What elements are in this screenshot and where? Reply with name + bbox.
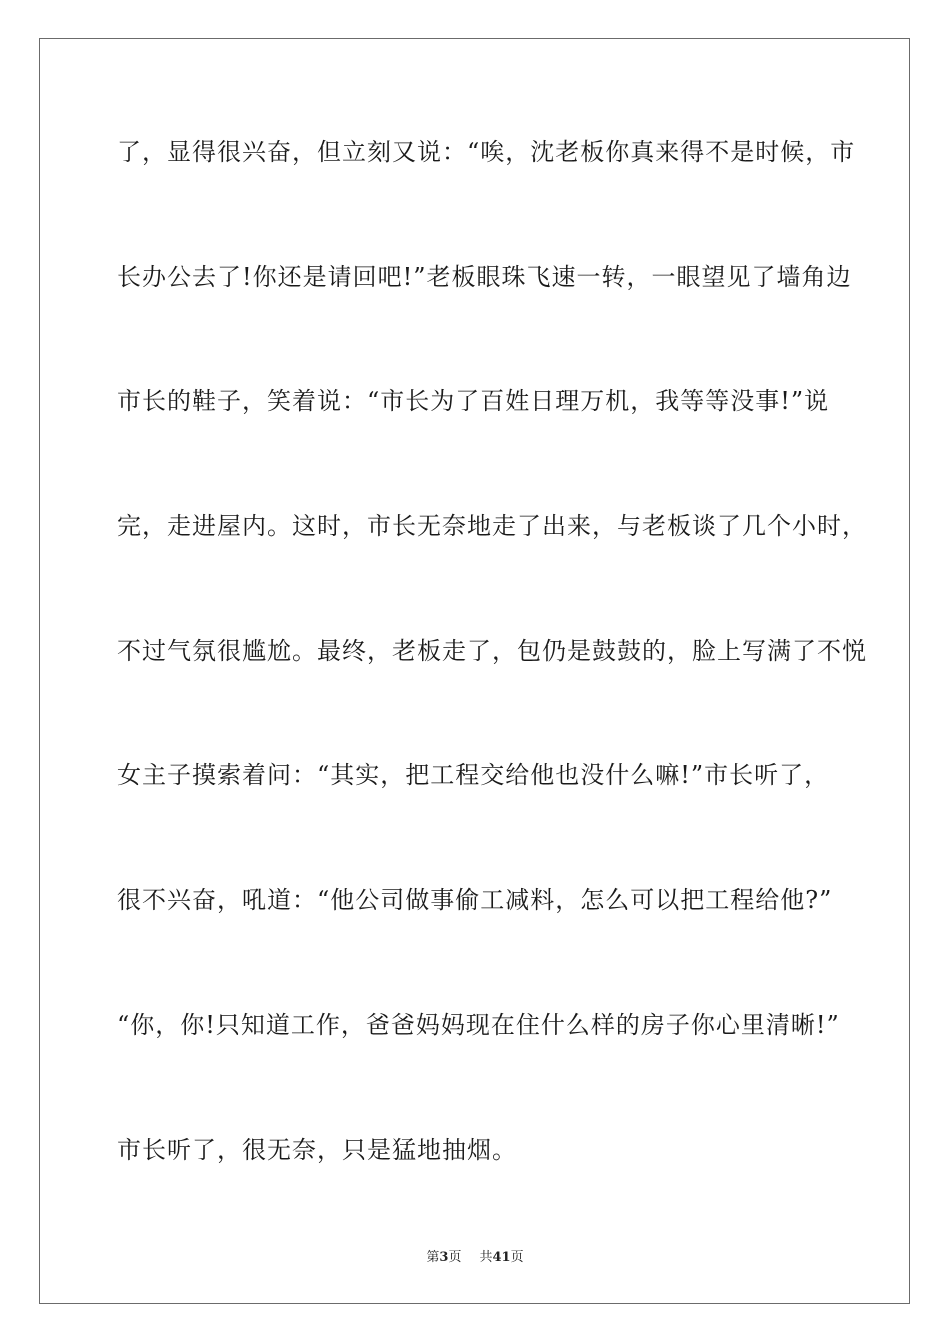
total-prefix: 共	[479, 1250, 493, 1265]
text-line-6: 女主子摸索着问：“其实，把工程交给他也没什么嘛!”市长听了，	[117, 761, 830, 790]
text-line-3: 市长的鞋子，笑着说：“市长为了百姓日理万机，我等等没事!”说	[117, 387, 830, 416]
page-number: 3	[439, 1250, 449, 1265]
page-footer	[0, 1246, 950, 1265]
text-line-8: “你，你!只知道工作，爸爸妈妈现在住什么样的房子你心里清晰!”	[117, 1010, 840, 1039]
total-pages: 41	[492, 1250, 511, 1265]
total-suffix: 页	[510, 1250, 524, 1265]
page-prefix: 第	[426, 1250, 440, 1265]
page-suffix: 页	[448, 1250, 462, 1265]
document-body	[117, 128, 867, 1250]
text-line-9: 市长听了，很无奈，只是猛地抽烟。	[117, 1135, 517, 1164]
text-line-1: 了，显得很兴奋，但立刻又说：“唉，沈老板你真来得不是时候，市	[117, 138, 856, 166]
text-line-2: 长办公去了!你还是请回吧!”老板眼珠飞速一转，一眼望见了墙角边	[117, 262, 852, 291]
page-number-label	[426, 1250, 461, 1265]
text-line-7: 很不兴奋，吼道：“他公司做事偷工减料，怎么可以把工程给他?”	[117, 886, 833, 915]
total-pages-label	[479, 1250, 523, 1265]
text-line-4: 完，走进屋内。这时，市长无奈地走了出来，与老板谈了几个小时，	[117, 512, 867, 541]
text-line-5: 不过气氛很尴尬。最终，老板走了，包仍是鼓鼓的，脸上写满了不悦	[117, 636, 867, 665]
